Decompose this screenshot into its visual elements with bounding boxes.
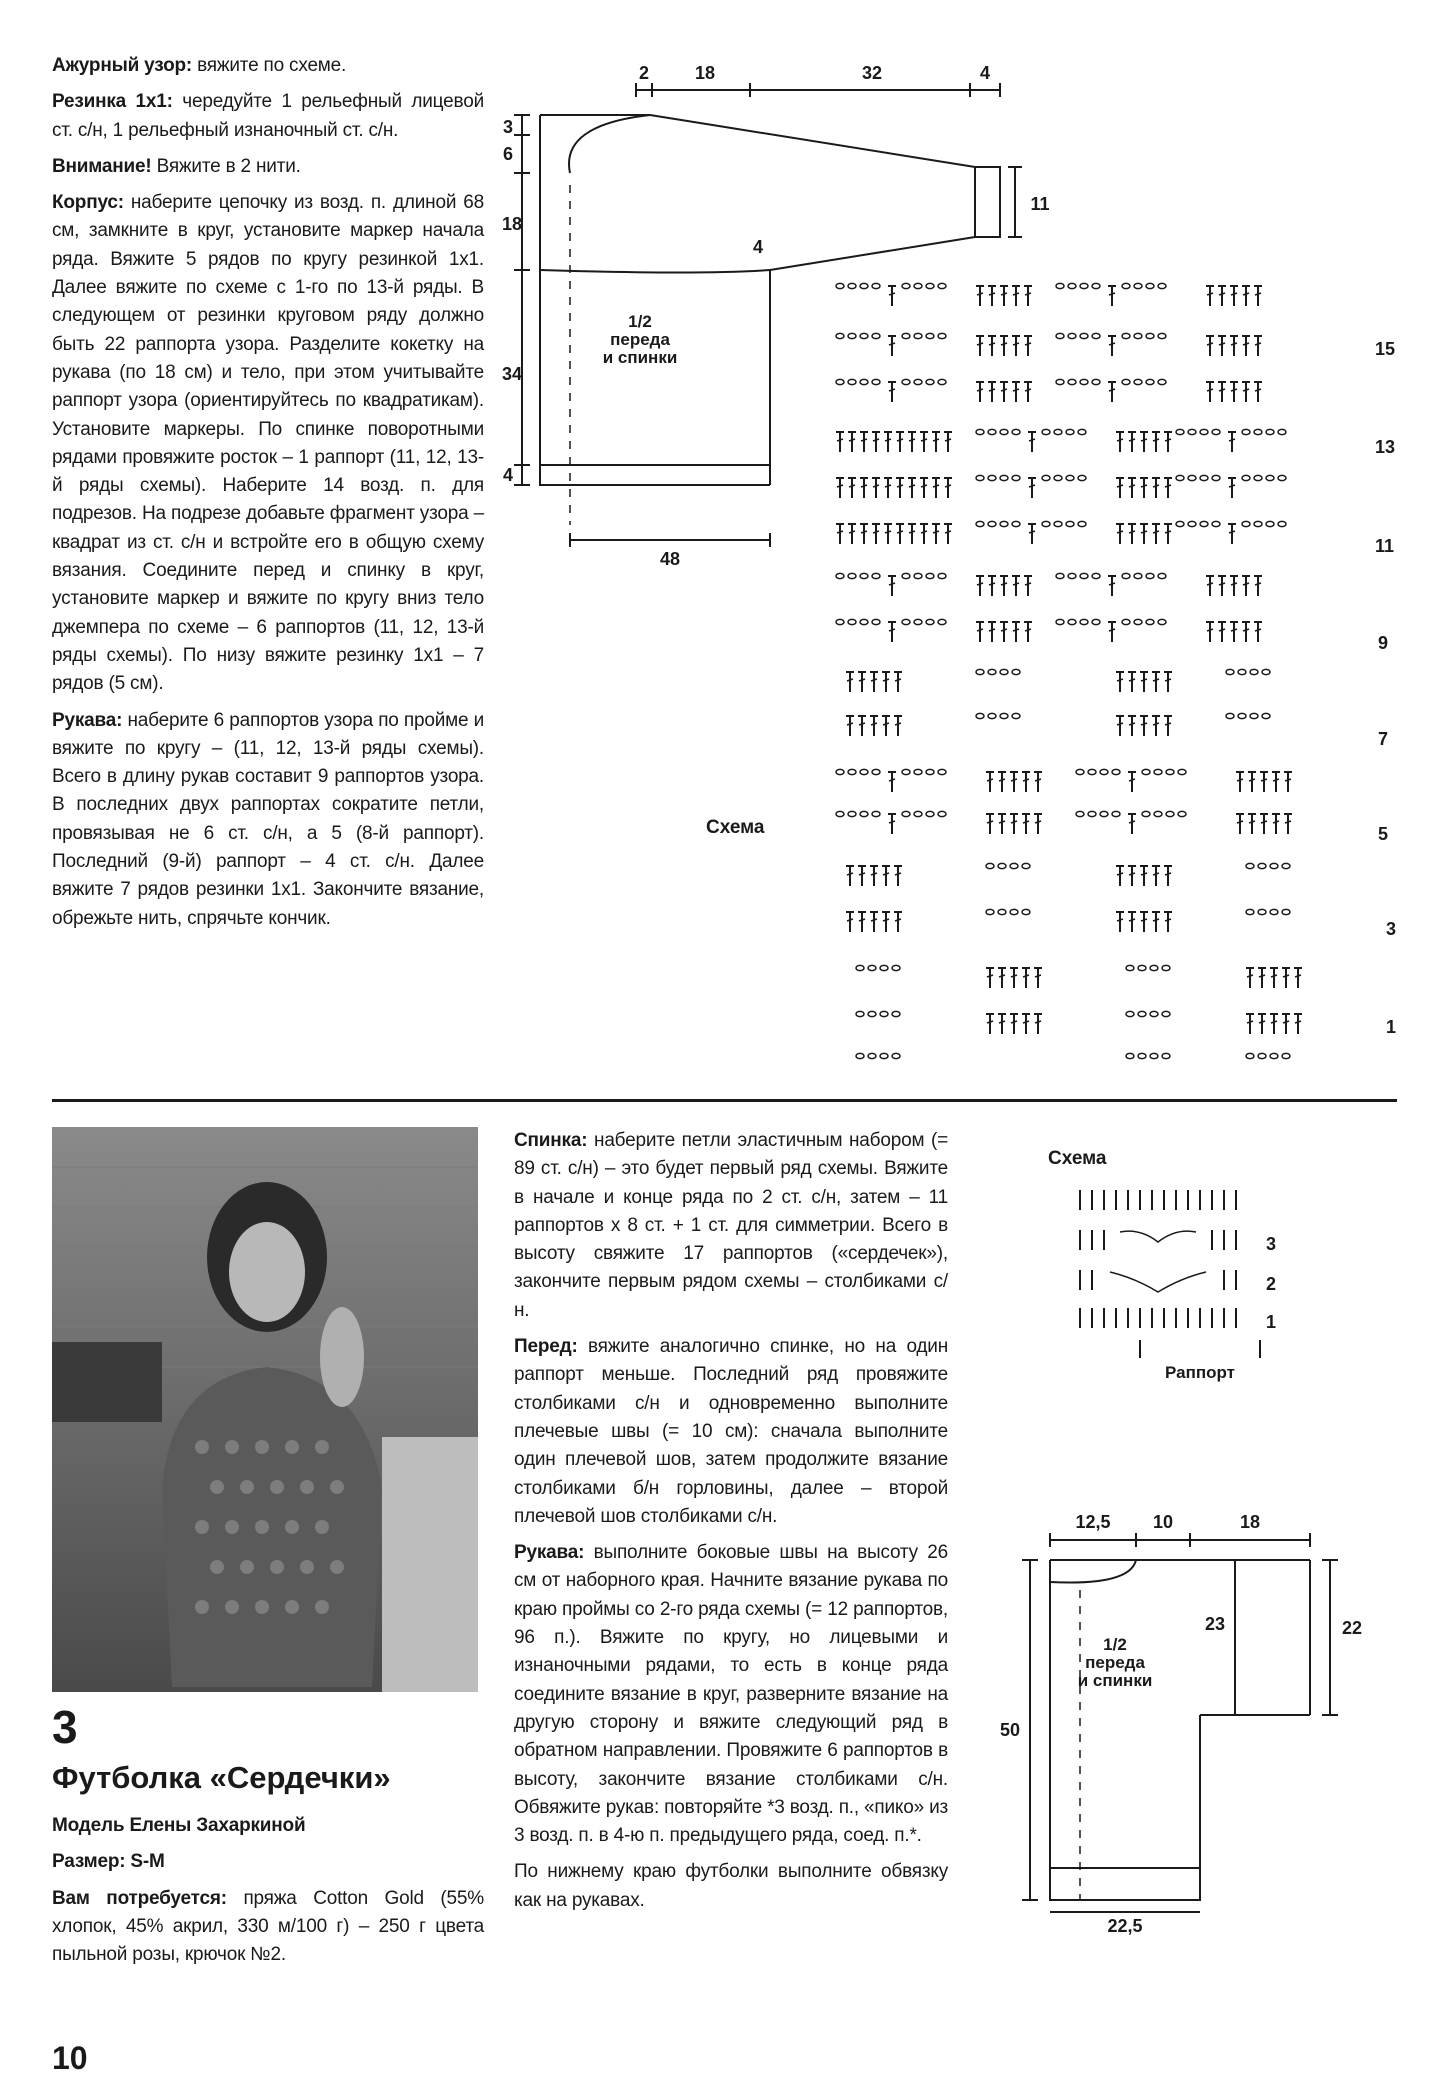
dim-18-top: 18 (1239, 1512, 1261, 1532)
section-divider (52, 1099, 1397, 1102)
pattern-label-line1: 1/2 (628, 312, 652, 331)
model-materials: Вам потребуется: пряжа Cotton Gold (55% хлопок, 45% акрил, 330 м/100 г) – 250 г цвета пыльной розы, крючок №2. (52, 1887, 484, 1966)
dim-23: 23 (1204, 1614, 1226, 1634)
dim-12-5: 12,5 (1075, 1512, 1111, 1532)
dim-18-vertical: 18 (501, 214, 523, 234)
page-number: 10 (52, 2040, 88, 2076)
row-number-13: 13 (1375, 437, 1396, 457)
dim-11: 11 (1030, 194, 1050, 214)
paragraph-sleeves-tshirt: Рукава: выполните боковые швы на высоту 26 см от наборного края. Начните вязание рукава по краю проймы со 2-го ряда схемы (= 12 раппортов, 96 п.). Вяжите по кругу, но лицевыми и изнаночными рядами, то есть в конце ряда соедините вязание в круг, разверните вязание на другую сторону и вяжите следующий ряд в обратном направлении. Провяжите 6 раппортов в высоту, закончите вязание столбиками с/н. Обвяжите рукав: повторяйте *3 возд. п., «пико» из 3 возд. п. в 4-ю п. предыдущего ряда, соед. п.*. (514, 1542, 948, 1847)
model-photo (52, 1127, 478, 1692)
rapport-label: Раппорт (1165, 1363, 1235, 1382)
dim-22: 22 (1341, 1618, 1363, 1638)
tshirt-label-line3: и спинки (1077, 1671, 1153, 1690)
dim-4-bottom: 4 (502, 465, 514, 485)
dim-10: 10 (1152, 1512, 1174, 1532)
dim-18: 18 (694, 63, 716, 83)
instructions-column-top (52, 52, 484, 941)
scheme-label-bottom: Схема (1048, 1148, 1107, 1169)
row-number-11: 11 (1375, 536, 1395, 556)
model-details (52, 1812, 484, 1977)
dim-2: 2 (638, 63, 650, 83)
paragraph-attention: Внимание! Вяжите в 2 нити. (52, 155, 301, 177)
dim-4-armhole: 4 (752, 237, 764, 257)
dim-6: 6 (502, 144, 514, 164)
pattern-label-line2: переда (610, 330, 670, 349)
paragraph-front: Перед: вяжите аналогично спинке, но на один раппорт меньше. Последний ряд провяжите столбиками с/н и одновременно выполните плечевые швы (= 10 см): сначала выполните один плечевой шов, затем продолжите вязание столбиками б/н горловины, далее – второй плечевой шов столбиками с/н. (514, 1336, 948, 1527)
row-number-7: 7 (1378, 729, 1389, 749)
dim-48: 48 (659, 549, 681, 569)
paragraph-body: Корпус: наберите цепочку из возд. п. длиной 68 см, замкните в круг, установите маркер начала ряда. Вяжите 5 рядов по кругу резинкой 1х1. Далее вяжите по схеме с 1-го по 13-й ряды. В следующем от резинки круговом ряду должно быть 22 раппорта узора. Разделите кокетку на рукава (по 18 см) и тело, при этом учитывайте раппорт узора (ориентируйтесь по квадратикам). Установите маркеры. По спинке поворотными рядами провяжите росток – 1 раппорт (11, 12, 13-й ряды схемы). Наберите 14 возд. п. для подрезов. На подрезе добавьте фрагмент узора – квадрат из ст. с/н и встройте его в общую схему вязания. Соедините перед и спинку в круг, установите маркер и вяжите по кругу вниз тело джемпера по схеме – 6 раппортов (11, 12, 13-й ряды схемы). По низу вяжите резинку 1х1 – 7 рядов (5 см). (52, 192, 484, 695)
crochet-chart-top (830, 270, 1400, 1070)
row-number-15: 15 (1375, 339, 1396, 359)
pattern-label-line3: и спинки (602, 348, 678, 367)
hearts-row-3: 3 (1266, 1234, 1277, 1254)
paragraph-back: Спинка: наберите петли эластичным набором (= 89 ст. с/н) – это будет первый ряд схемы. Вяжите в начале и конце ряда по 2 ст. с/н, затем – 11 раппортов х 8 ст. + 1 ст. для симметрии. Всего в высоту свяжите 17 раппортов («сердечек»), закончите первым рядом схемы – столбиками с/н. (514, 1130, 948, 1321)
scheme-label-top: Схема (706, 817, 765, 838)
row-number-3: 3 (1386, 919, 1397, 939)
row-number-1: 1 (1386, 1017, 1397, 1037)
model-author: Модель Елены Захаркиной (52, 1815, 306, 1836)
dim-32: 32 (861, 63, 883, 83)
paragraph-rib: Резинка 1х1: чередуйте 1 рельефный лицевой ст. с/н, 1 рельефный изнаночный ст. с/н. (52, 91, 484, 141)
row-number-5: 5 (1378, 824, 1389, 844)
tshirt-pattern-diagram (999, 1500, 1400, 1936)
instructions-column-bottom (514, 1127, 948, 1923)
model-number: 3 (52, 1701, 78, 1753)
hearts-row-1: 1 (1266, 1312, 1277, 1332)
tshirt-label-line1: 1/2 (1103, 1635, 1127, 1654)
dim-50: 50 (999, 1720, 1021, 1740)
row-number-9: 9 (1378, 633, 1389, 653)
tshirt-label-line2: переда (1085, 1653, 1145, 1672)
paragraph-pattern: Ажурный узор: вяжите по схеме. (52, 55, 347, 76)
hearts-row-2: 2 (1266, 1274, 1277, 1294)
dim-34: 34 (501, 364, 523, 384)
model-size: Размер: S-M (52, 1851, 165, 1873)
dim-22-5: 22,5 (1107, 1916, 1143, 1936)
paragraph-edging: По нижнему краю футболки выполните обвязку как на рукавах. (514, 1861, 948, 1911)
paragraph-sleeves: Рукава: наберите 6 раппортов узора по пройме и вяжите по кругу – (11, 12, 13-й ряды схемы). Всего в длину рукав составит 9 раппортов узора. В последних двух раппортах сократите петли, провязывая не 6 ст. с/н, а 5 (8-й раппорт). Последний (9-й) раппорт – 4 ст. с/н. Далее вяжите 7 рядов резинки 1х1. Закончите вязание, обрежьте нить, спрячьте кончик. (52, 709, 484, 929)
dim-4-top: 4 (979, 63, 991, 83)
model-title: Футболка «Сердечки» (52, 1760, 391, 1795)
crochet-chart-hearts (1070, 1180, 1310, 1390)
dim-3: 3 (502, 117, 514, 137)
